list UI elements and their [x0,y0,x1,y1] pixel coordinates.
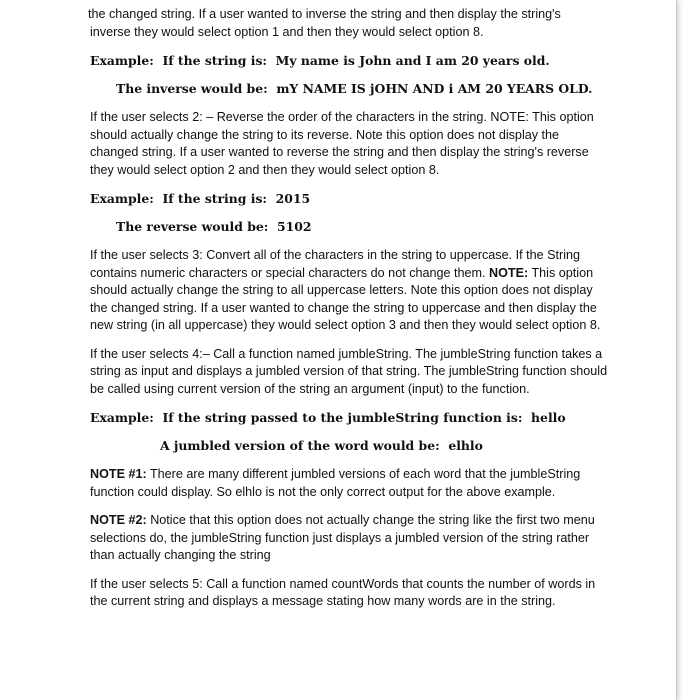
example3-jumbled-value: elhlo [448,437,483,453]
example1-inverse-line [90,80,610,98]
option3-text-before-note: If the user selects 3: Convert all of the characters in the string to uppercase. If the String contains numeric characters or special characters do not change them. [90,248,581,280]
note1-paragraph [90,466,610,501]
example3-string-line [90,409,610,427]
note2-paragraph [90,512,610,565]
option5-paragraph: If the user selects 5: Call a function named countWords that counts the number of words in the current string and displays a message stating how many words are in the string. [90,576,596,608]
example2-reverse-value: 5102 [277,218,312,234]
example3-string-prefix: If the string passed to the jumbleString function is: [162,410,523,425]
note1-label: NOTE #1: [90,467,147,481]
note2-label: NOTE #2: [90,513,147,527]
document-content [90,6,610,622]
intro-paragraph [90,6,610,41]
example1-string-line [90,52,610,70]
option3-text-after-note: This option should actually change the string to all uppercase letters. Note this option does not display the changed string. If a user wanted to change the string to uppercase and then display the new string (in all uppercase) they would select option 3 and then they would select option 8. [90,265,601,332]
example1-label: Example: [90,53,154,68]
note1-text: There are many different jumbled versions of each word that the jumbleString function could display. So elhlo is not the only correct output for the above example. [90,467,581,499]
example3-string-value: hello [531,410,566,425]
example2-string-value: 2015 [275,191,311,206]
example1-inverse-prefix: The inverse would be: [116,80,268,96]
example1-inverse-value: mY NAME IS jOHN AND i AM 20 YEARS OLD. [276,80,593,96]
option4-paragraph: If the user selects 4:– Call a function named jumbleString. The jumbleString function takes a string as input and displays a jumbled version of that string. The jumbleString function should be called using current version of the string an argument (input) to the function. [90,346,608,396]
example2-reverse-prefix: The reverse would be: [116,218,269,234]
intro-line-2: inverse they would select option 1 and then they would select option 8. [90,24,484,39]
example3-jumbled-line [90,437,610,455]
example1-string-prefix: If the string is: [162,53,267,68]
option3-paragraph [90,247,610,335]
intro-line-1: the changed string. If a user wanted to inverse the string and then display the string's [88,7,561,21]
example2-string-prefix: If the string is: [162,191,267,206]
example3-jumbled-prefix: A jumbled version of the word would be: [160,437,440,453]
example1-string-value: My name is John and I am 20 years old. [275,53,550,68]
note2-text: Notice that this option does not actually change the string like the first two menu selections do, the jumbleString function just displays a jumbled version of the string rather than actually changing the string [90,513,595,562]
option2-paragraph: If the user selects 2: – Reverse the order of the characters in the string. NOTE: This option should actually change the string to its reverse. Note this option does not display the changed string. If a user wanted to reverse the string and then display the string's reverse they would select option 2 and then they would select option 8. [90,110,594,177]
example3-label: Example: [90,410,154,425]
example2-label: Example: [90,191,154,206]
example2-string-line [90,190,610,208]
option3-note-label: NOTE: [489,265,529,280]
example2-reverse-line [90,218,610,236]
